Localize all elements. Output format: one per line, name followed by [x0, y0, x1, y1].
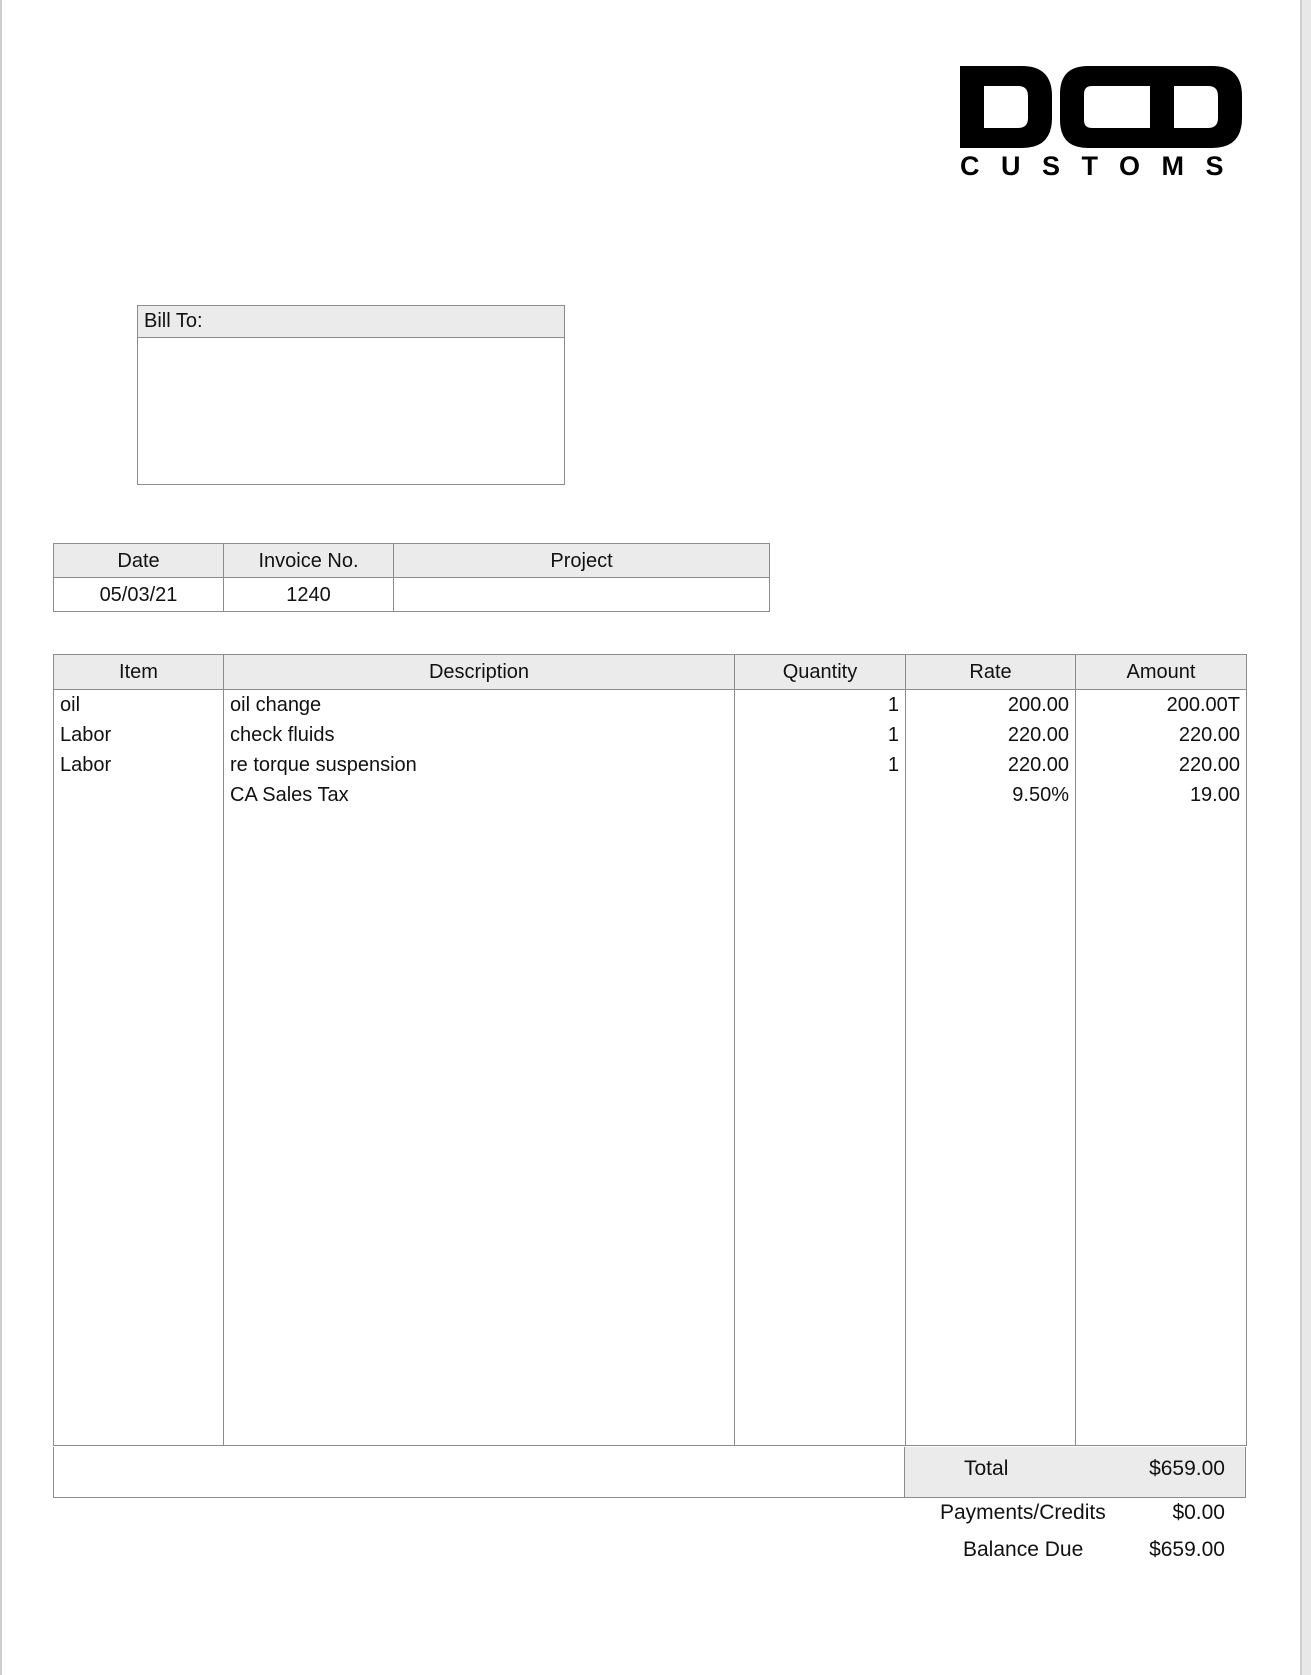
quantity-cell: [735, 780, 906, 810]
table-row: [54, 720, 1247, 750]
rate-cell: 220.00: [906, 720, 1076, 750]
balance-due-label: Balance Due: [963, 1538, 1084, 1561]
table-filler-row: [54, 810, 1247, 1445]
amount-cell: 220.00: [1076, 750, 1247, 780]
description-cell: re torque suspension: [224, 750, 735, 780]
item-header: Item: [54, 655, 224, 690]
amount-header: Amount: [1076, 655, 1247, 690]
payments-value: $0.00: [1172, 1501, 1225, 1524]
amount-cell: 200.00T: [1076, 690, 1247, 721]
amount-cell: 19.00: [1076, 780, 1247, 810]
invoice-no-value: 1240: [224, 578, 394, 612]
description-cell: oil change: [224, 690, 735, 721]
balance-due-value: $659.00: [1149, 1538, 1225, 1561]
quantity-cell: 1: [735, 690, 906, 721]
table-row: [54, 780, 1247, 810]
invoice-info-table: [53, 543, 770, 612]
description-header: Description: [224, 655, 735, 690]
item-cell: Labor: [54, 720, 224, 750]
project-header: Project: [394, 544, 770, 578]
quantity-cell: 1: [735, 750, 906, 780]
quantity-cell: 1: [735, 720, 906, 750]
rate-cell: 9.50%: [906, 780, 1076, 810]
rate-header: Rate: [906, 655, 1076, 690]
item-cell: oil: [54, 690, 224, 721]
company-logo: [960, 66, 1246, 181]
description-cell: check fluids: [224, 720, 735, 750]
invoice-no-header: Invoice No.: [224, 544, 394, 578]
rate-cell: 220.00: [906, 750, 1076, 780]
payments-label: Payments/Credits: [940, 1501, 1106, 1524]
bill-to-address: [138, 338, 564, 484]
table-row: [54, 750, 1247, 780]
item-cell: Labor: [54, 750, 224, 780]
date-value: 05/03/21: [54, 578, 224, 612]
total-value: $659.00: [1149, 1457, 1225, 1480]
quantity-header: Quantity: [735, 655, 906, 690]
description-cell: CA Sales Tax: [224, 780, 735, 810]
bill-to-box: [137, 305, 565, 485]
date-header: Date: [54, 544, 224, 578]
logo-wordmark: CUSTOMS: [960, 151, 1246, 181]
dcd-logo-mark: [960, 66, 1242, 148]
amount-cell: 220.00: [1076, 720, 1247, 750]
item-cell: [54, 780, 224, 810]
line-items-table: [53, 654, 1247, 1446]
project-value: [394, 578, 770, 612]
table-row: [54, 690, 1247, 721]
total-label: Total: [964, 1457, 1009, 1480]
rate-cell: 200.00: [906, 690, 1076, 721]
bill-to-label: Bill To:: [138, 306, 564, 338]
